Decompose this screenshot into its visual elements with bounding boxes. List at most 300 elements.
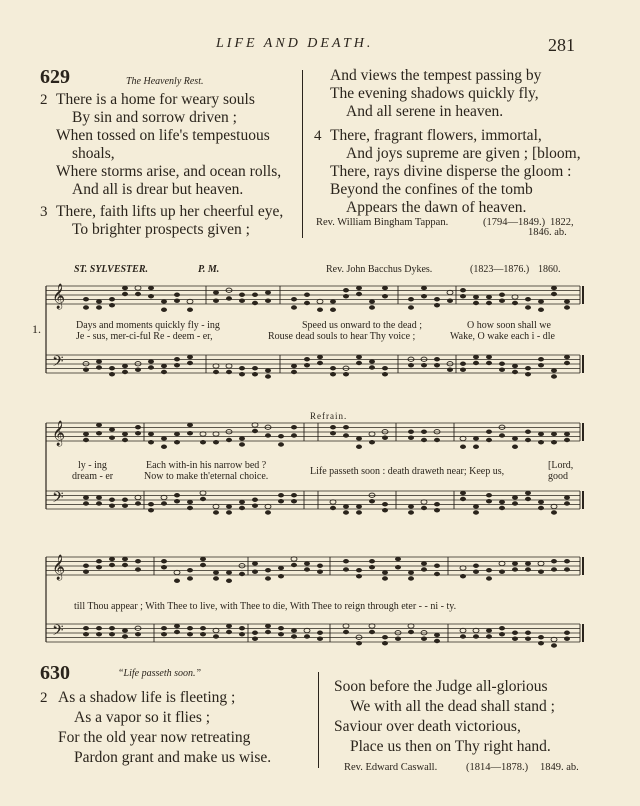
note-head (200, 491, 206, 495)
note-head (538, 440, 544, 444)
note-head (343, 510, 349, 514)
note-head (551, 374, 557, 378)
lyric-line: dream - er (72, 471, 114, 482)
note-head (473, 361, 479, 365)
note-head (200, 440, 206, 444)
note-head (421, 294, 427, 298)
note-head (343, 288, 349, 292)
note-head (499, 626, 505, 630)
note-head (538, 641, 544, 645)
note-head (239, 299, 245, 303)
note-head (83, 632, 89, 636)
note-head (330, 500, 336, 504)
note-head (122, 628, 128, 632)
note-head (356, 504, 362, 508)
note-head (551, 637, 557, 641)
note-head (265, 374, 271, 378)
note-head (382, 508, 388, 512)
note-head (96, 501, 102, 505)
note-head (83, 501, 89, 505)
note-head (265, 568, 271, 572)
note-head (434, 633, 440, 637)
note-head (447, 290, 453, 294)
note-head (83, 297, 89, 301)
note-head (421, 506, 427, 510)
note-head (213, 370, 219, 374)
note-head (421, 637, 427, 641)
note-head (239, 442, 245, 446)
note-head (564, 631, 570, 635)
note-head (369, 624, 375, 628)
note-head (408, 630, 414, 634)
note-head (421, 363, 427, 367)
note-head (226, 438, 232, 442)
note-head (213, 290, 219, 294)
lyric-line: Each with-in his narrow bed ? (146, 460, 267, 471)
page-number: 281 (548, 35, 575, 55)
note-head (187, 576, 193, 580)
refrain-label: Refrain. (310, 411, 348, 421)
note-head (486, 493, 492, 497)
note-head (148, 508, 154, 512)
note-head (356, 286, 362, 290)
verse-line: Place us then on Thy right hand. (350, 738, 551, 755)
note-head (239, 572, 245, 576)
note-head (486, 355, 492, 359)
note-head (512, 567, 518, 571)
note-head (564, 432, 570, 436)
note-head (187, 299, 193, 303)
note-head (317, 355, 323, 359)
verse-line: Appears the dawn of heaven. (346, 199, 527, 216)
note-head (499, 561, 505, 565)
verse-line: Beyond the confines of the tomb (330, 181, 533, 198)
note-head (187, 626, 193, 630)
note-head (564, 305, 570, 309)
note-head (564, 567, 570, 571)
note-head (265, 510, 271, 514)
note-head (174, 624, 180, 628)
note-head (187, 423, 193, 427)
note-head (252, 301, 258, 305)
note-head (317, 361, 323, 365)
lyric-line: Now to make th'eternal choice. (144, 471, 269, 482)
note-head (265, 576, 271, 580)
note-head (356, 574, 362, 578)
note-head (213, 299, 219, 303)
note-head (122, 286, 128, 290)
note-head (122, 364, 128, 368)
composer: Rev. John Bacchus Dykes. (326, 264, 433, 275)
note-head (343, 425, 349, 429)
note-head (226, 570, 232, 574)
note-head (343, 624, 349, 628)
hymn-630-year: 1849. ab. (540, 762, 579, 773)
note-head (109, 563, 115, 567)
note-head (200, 497, 206, 501)
note-head (148, 365, 154, 369)
note-head (291, 425, 297, 429)
verse-line: And all is drear but heaven. (72, 181, 244, 198)
note-head (512, 495, 518, 499)
tune-meter: P. M. (198, 264, 220, 275)
note-head (291, 499, 297, 503)
note-head (525, 631, 531, 635)
note-head (96, 431, 102, 435)
note-head (499, 368, 505, 372)
note-head (122, 563, 128, 567)
note-head (499, 362, 505, 366)
note-head (239, 293, 245, 297)
note-head (96, 365, 102, 369)
note-head (148, 440, 154, 444)
note-head (109, 372, 115, 376)
note-head (525, 567, 531, 571)
note-head (473, 436, 479, 440)
verse-line: By sin and sorrow driven ; (72, 109, 237, 126)
verse-line: When tossed on life's tempestuous (56, 127, 270, 144)
note-head (135, 632, 141, 636)
note-head (356, 292, 362, 296)
lyric-line: Speed us onward to the dead ; (302, 320, 422, 331)
note-head (369, 359, 375, 363)
note-head (551, 432, 557, 436)
note-head (83, 368, 89, 372)
note-head (239, 626, 245, 630)
note-head (473, 510, 479, 514)
note-head (200, 626, 206, 630)
note-head (564, 495, 570, 499)
note-head (200, 432, 206, 436)
note-head (226, 296, 232, 300)
note-head (460, 566, 466, 570)
note-head (304, 363, 310, 367)
note-head (252, 423, 258, 427)
note-head (382, 641, 388, 645)
note-head (369, 432, 375, 436)
verse-line: Pardon grant and make us wise. (74, 749, 272, 766)
verse-line: Saviour over death victorious, (334, 718, 521, 735)
note-head (525, 430, 531, 434)
note-head (226, 510, 232, 514)
note-head (252, 570, 258, 574)
note-head (460, 634, 466, 638)
note-head (200, 563, 206, 567)
note-head (434, 303, 440, 307)
note-head (460, 628, 466, 632)
verse-line: shoals, (72, 145, 115, 162)
note-head (512, 295, 518, 299)
note-head (343, 567, 349, 571)
verse-line: And all serene in heaven. (346, 103, 504, 120)
note-head (109, 297, 115, 301)
note-head (382, 576, 388, 580)
note-head (148, 502, 154, 506)
note-head (473, 634, 479, 638)
note-head (460, 491, 466, 495)
note-head (317, 299, 323, 303)
note-head (369, 440, 375, 444)
note-head (187, 506, 193, 510)
note-head (408, 363, 414, 367)
note-head (460, 497, 466, 501)
note-head (187, 500, 193, 504)
note-head (148, 294, 154, 298)
note-head (83, 570, 89, 574)
note-head (538, 299, 544, 303)
verse-line: And joys supreme are given ; [bloom, (346, 145, 581, 162)
note-head (187, 568, 193, 572)
note-head (83, 305, 89, 309)
note-head (148, 286, 154, 290)
note-head (96, 359, 102, 363)
note-head (408, 576, 414, 580)
note-head (564, 501, 570, 505)
note-head (525, 491, 531, 495)
note-head (304, 357, 310, 361)
note-head (213, 364, 219, 368)
verse-line: To brighter prospects given ; (72, 221, 250, 238)
note-head (473, 504, 479, 508)
note-head (213, 628, 219, 632)
note-head (291, 493, 297, 497)
lyric-line: O how soon shall we (467, 320, 551, 331)
treble-clef-icon: 𝄞 (52, 421, 66, 446)
verse-line: For the old year now retreating (58, 729, 251, 746)
note-head (408, 510, 414, 514)
note-head (330, 308, 336, 312)
note-head (356, 436, 362, 440)
running-header: LIFE AND DEATH. (216, 36, 374, 51)
note-head (499, 299, 505, 303)
note-head (96, 632, 102, 636)
note-head (135, 495, 141, 499)
note-head (304, 301, 310, 305)
note-head (161, 501, 167, 505)
note-head (161, 565, 167, 569)
note-head (83, 432, 89, 436)
note-head (226, 504, 232, 508)
note-head (564, 361, 570, 365)
note-head (525, 497, 531, 501)
note-head (122, 292, 128, 296)
note-head (538, 363, 544, 367)
note-head (109, 626, 115, 630)
note-head (551, 559, 557, 563)
note-head (525, 305, 531, 309)
note-head (109, 557, 115, 561)
note-head (252, 504, 258, 508)
lyric-line: [Lord, (548, 460, 574, 471)
note-head (96, 495, 102, 499)
note-head (161, 370, 167, 374)
note-head (278, 499, 284, 503)
note-head (538, 308, 544, 312)
verse-line: There, rays divine disperse the gloom : (330, 163, 572, 180)
note-head (265, 290, 271, 294)
verse-line: Where storms arise, and ocean rolls, (56, 163, 282, 180)
note-head (278, 566, 284, 570)
note-head (382, 366, 388, 370)
note-head (499, 500, 505, 504)
note-head (356, 568, 362, 572)
note-head (83, 495, 89, 499)
note-head (356, 355, 362, 359)
note-head (421, 567, 427, 571)
note-head (369, 559, 375, 563)
note-head (317, 564, 323, 568)
note-head (96, 559, 102, 563)
note-head (564, 637, 570, 641)
note-head (499, 570, 505, 574)
note-head (551, 504, 557, 508)
note-head (135, 292, 141, 296)
note-head (486, 576, 492, 580)
note-head (525, 297, 531, 301)
note-head (460, 445, 466, 449)
hymn-629-author-dates: (1794—1849.) (483, 217, 546, 228)
note-head (174, 293, 180, 297)
note-head (278, 493, 284, 497)
note-head (148, 432, 154, 436)
note-head (330, 506, 336, 510)
note-head (109, 427, 115, 431)
verse-marker: 1. (32, 322, 41, 336)
hymn-630-subtitle: “Life passeth soon.” (118, 668, 202, 679)
note-head (187, 308, 193, 312)
note-head (161, 436, 167, 440)
note-head (564, 559, 570, 563)
note-head (369, 630, 375, 634)
note-head (265, 624, 271, 628)
lyric-line: Rouse dead souls to hear Thy voice ; (268, 331, 416, 342)
lyric-line: Days and moments quickly fly - ing (76, 320, 220, 331)
note-head (512, 561, 518, 565)
note-head (213, 570, 219, 574)
note-head (486, 430, 492, 434)
note-head (109, 498, 115, 502)
note-head (421, 500, 427, 504)
note-head (434, 508, 440, 512)
note-head (161, 632, 167, 636)
verse-line: And views the tempest passing by (330, 67, 542, 84)
note-head (538, 570, 544, 574)
note-head (330, 425, 336, 429)
verse-line: There, faith lifts up her cheerful eye, (56, 203, 284, 220)
lyric-line: till Thou appear ; With Thee to live, with Thee to die, With Thee to reign through eter - - ni - ty. (74, 601, 457, 612)
note-head (291, 297, 297, 301)
note-head (525, 372, 531, 376)
note-head (408, 436, 414, 440)
note-head (512, 631, 518, 635)
verse-number: 3 (40, 204, 48, 220)
note-head (330, 431, 336, 435)
note-head (252, 293, 258, 297)
note-head (343, 433, 349, 437)
note-head (83, 438, 89, 442)
note-head (213, 634, 219, 638)
note-head (291, 563, 297, 567)
note-head (96, 299, 102, 303)
note-head (538, 357, 544, 361)
note-head (551, 440, 557, 444)
note-head (239, 372, 245, 376)
note-head (174, 363, 180, 367)
hymn-629-subtitle: The Heavenly Rest. (126, 76, 204, 87)
verse-line: As a vapor so it flies ; (74, 709, 211, 726)
note-head (434, 639, 440, 643)
note-head (382, 294, 388, 298)
note-head (239, 500, 245, 504)
note-head (213, 504, 219, 508)
note-head (135, 501, 141, 505)
note-head (525, 637, 531, 641)
note-head (382, 286, 388, 290)
bass-clef-icon: 𝄢 (52, 489, 64, 510)
note-head (486, 361, 492, 365)
note-head (486, 301, 492, 305)
note-head (304, 293, 310, 297)
note-head (551, 567, 557, 571)
note-head (356, 445, 362, 449)
note-head (122, 557, 128, 561)
note-head (252, 631, 258, 635)
note-head (551, 292, 557, 296)
note-head (135, 425, 141, 429)
note-head (304, 628, 310, 632)
note-head (382, 372, 388, 376)
note-head (122, 370, 128, 374)
note-head (538, 561, 544, 565)
note-head (408, 297, 414, 301)
column-divider (318, 672, 319, 768)
note-head (343, 294, 349, 298)
note-head (408, 570, 414, 574)
note-head (226, 370, 232, 374)
note-head (499, 293, 505, 297)
note-head (499, 632, 505, 636)
note-head (291, 364, 297, 368)
note-head (317, 637, 323, 641)
note-head (343, 630, 349, 634)
hymn-630-author: Rev. Edward Caswall. (344, 762, 438, 773)
note-head (369, 305, 375, 309)
note-head (343, 504, 349, 508)
note-head (122, 634, 128, 638)
note-head (538, 500, 544, 504)
note-head (512, 301, 518, 305)
verse-line: There is a home for weary souls (56, 91, 255, 108)
note-head (239, 366, 245, 370)
composer-dates: (1823—1876.) (470, 264, 530, 275)
note-head (291, 305, 297, 309)
note-head (278, 632, 284, 636)
hymn-number-629: 629 (40, 66, 70, 88)
note-head (96, 626, 102, 630)
note-head (473, 445, 479, 449)
note-head (434, 564, 440, 568)
note-head (252, 561, 258, 565)
hymn-number-630: 630 (40, 662, 70, 684)
note-head (174, 493, 180, 497)
hymn-629-author: Rev. William Bingham Tappan. (316, 217, 449, 228)
note-head (473, 295, 479, 299)
note-head (174, 299, 180, 303)
note-head (434, 572, 440, 576)
treble-clef-icon: 𝄞 (52, 555, 66, 580)
note-head (434, 502, 440, 506)
note-head (174, 579, 180, 583)
